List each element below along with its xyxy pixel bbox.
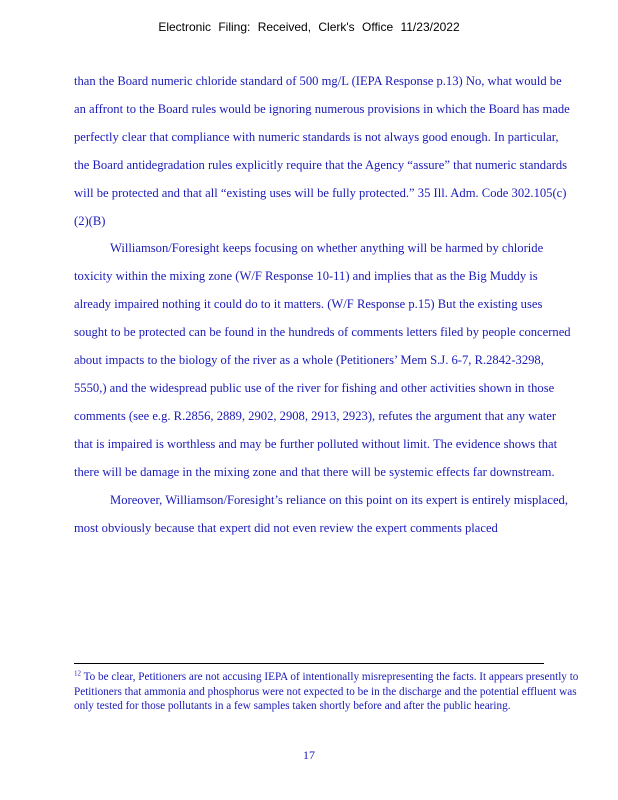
paragraph-1 xyxy=(74,68,574,235)
footnote xyxy=(74,670,594,714)
paragraph-1-text: than the Board numeric chloride standard of 500 mg/L (IEPA Response p.13) No, what would be an affront to the Board rules would be ignoring numerous provisions in which the Board has made perfectly clear that compliance with numeric standards is not always good enough. In particular, the Board antidegradation rules explicitly require that the Agency “assure” that numeric standards will be protected and that all “existing uses will be fully protected.” 35 Ill. Adm. Code 302.105(c)(2)(B) xyxy=(74,74,570,228)
footnote-divider xyxy=(74,663,544,664)
footnote-text: To be clear, Petitioners are not accusing IEPA of intentionally misrepresenting the facts. It appears presently to Petitioners that ammonia and phosphorus were not expected to be in the discharge and the potential effluent was only tested for those pollutants in a few samples taken shortly before and after the public hearing. xyxy=(74,671,579,713)
footnote-number: 12 xyxy=(74,669,81,678)
paragraph-3-text: Moreover, Williamson/Foresight’s reliance on this point on its expert is entirely misplaced, most obviously because that expert did not even review the expert comments placed xyxy=(74,492,568,535)
paragraph-2-text: Williamson/Foresight keeps focusing on whether anything will be harmed by chloride toxicity within the mixing zone (W/F Response 10-11) and implies that as the Big Muddy is already impaired nothing it could do to it matters. (W/F Response p.15) But the existing uses sought to be protected can be found in the hundreds of comments letters filed by people concerned about impacts to the biology of the river as a whole (Petitioners’ Mem S.J. 6-7, R.2842-3298, 5550,) and the widespread public use of the river for fishing and other activities shown in those comments (see e.g. R.2856, 2889, 2902, 2908, 2913, 2923), refutes the argument that any water that is impaired is worthless and may be further polluted without limit. The evidence shows that there will be damage in the mixing zone and that there will be systemic effects far downstream. xyxy=(74,241,571,479)
paragraph-3 xyxy=(74,487,574,543)
page-number: 17 xyxy=(303,748,315,762)
document-body xyxy=(74,68,574,542)
paragraph-2 xyxy=(74,235,574,486)
filing-stamp-header: Electronic Filing: Received, Clerk's Office 11/23/2022 xyxy=(158,20,460,34)
